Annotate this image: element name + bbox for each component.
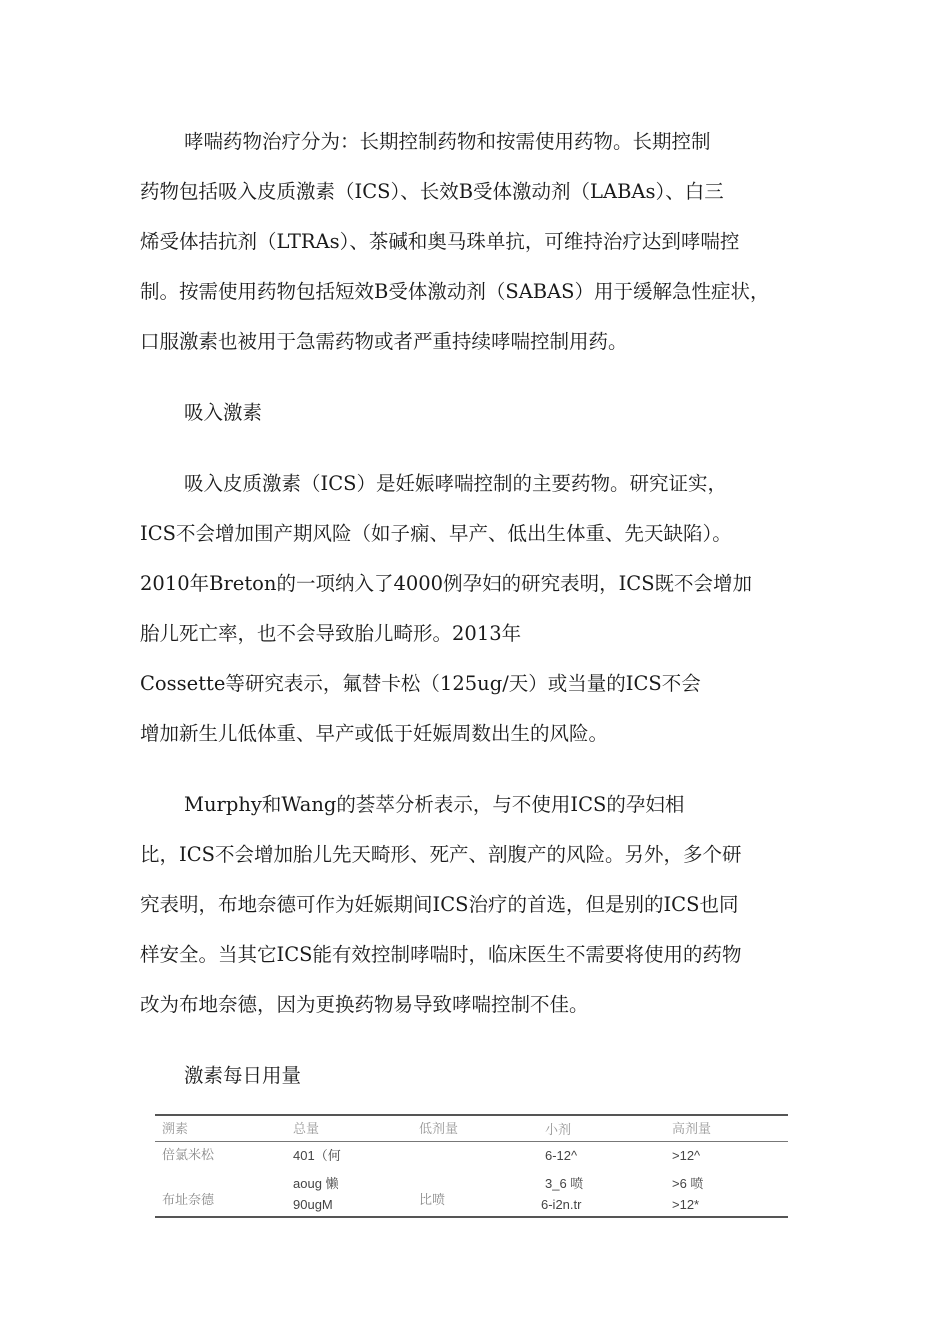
table-row-1-total: 401（何 (293, 1148, 341, 1163)
paragraph-1-line-5: 口服激素也被用于急需药物或者严重持续哮喘控制用药。 (140, 330, 628, 353)
table-row-2-low: 比喷 (419, 1193, 446, 1208)
table-row-1-drug: 倍氯米松 (162, 1148, 215, 1163)
dose-table (155, 1114, 788, 1218)
table-row-1-mid: 6-12^ (545, 1148, 578, 1163)
paragraph-1-line-2: 药物包括吸入皮质激素（ICS）、长效Β受体激动剂（LABAs）、白三 (140, 180, 724, 203)
table-row-2-high-b: >12* (672, 1197, 700, 1212)
table-row-2-drug: 布址奈德 (162, 1193, 215, 1208)
paragraph-2-line-6: 增加新生儿低体重、早产或低于妊娠周数出生的风险。 (140, 722, 609, 745)
paragraph-2-line-4: 胎儿死亡率，也不会导致胎儿畸形。2013年 (140, 622, 522, 645)
table-top-rule (155, 1114, 788, 1116)
section-heading-daily-dose: 激素每日用量 (184, 1064, 302, 1087)
table-row-1-high: >12^ (672, 1148, 701, 1163)
table-row-2-total-b: 90ugM (293, 1197, 333, 1212)
paragraph-3-line-5: 改为布地奈德，因为更换药物易导致哮喘控制不佳。 (140, 993, 589, 1016)
table-row-2-high-a: >6 喷 (672, 1176, 704, 1191)
table-row-2-mid-a: 3_6 喷 (545, 1176, 584, 1191)
table-header-high-dose: 高剂量 (672, 1122, 712, 1137)
table-row-2-mid-b: 6-i2n.tr (541, 1197, 582, 1212)
table-header-rule (155, 1141, 788, 1142)
paragraph-2-line-1: 吸入皮质激素（ICS）是妊娠哮喘控制的主要药物。研究证实， (184, 472, 727, 495)
table-header-mid-dose: 小剂 (545, 1123, 572, 1138)
table-row-2-total-a: aoug 懒 (293, 1176, 339, 1191)
paragraph-1-line-1: 哮喘药物治疗分为：长期控制药物和按需使用药物。长期控制 (184, 130, 711, 153)
paragraph-3-line-3: 究表明，布地奈德可作为妊娠期间ICS治疗的首选，但是别的ICS也同 (140, 893, 739, 916)
section-heading-inhaled-steroids: 吸入激素 (184, 401, 263, 424)
table-header-drug: 溯素 (162, 1122, 189, 1137)
paragraph-2-line-2: ICS不会增加围产期风险（如子痫、早产、低出生体重、先天缺陷）。 (140, 522, 732, 545)
table-header-total: 总量 (293, 1122, 320, 1137)
paragraph-3-line-4: 样安全。当其它ICS能有效控制哮喘时，临床医生不需要将使用的药物 (140, 943, 742, 966)
paragraph-2-line-3: 2010年Breton的一项纳入了4000例孕妇的研究表明，ICS既不会增加 (140, 572, 753, 595)
table-bottom-rule (155, 1216, 788, 1218)
paragraph-3-line-1: Murphy和Wang的荟萃分析表示，与不使用ICS的孕妇相 (184, 793, 685, 816)
paragraph-1-line-3: 烯受体拮抗剂（LTRAs）、茶碱和奥马珠单抗，可维持治疗达到哮喘控 (140, 230, 740, 253)
paragraph-2-line-5: Cossette等研究表示，氟替卡松（125ug/天）或当量的ICS不会 (140, 672, 701, 695)
table-header-low-dose: 低剂量 (419, 1122, 459, 1137)
paragraph-1-line-4: 制。按需使用药物包括短效Β受体激动剂（SABAS）用于缓解急性症状， (140, 280, 770, 303)
paragraph-3-line-2: 比，ICS不会增加胎儿先天畸形、死产、剖腹产的风险。另外，多个研 (140, 843, 742, 866)
